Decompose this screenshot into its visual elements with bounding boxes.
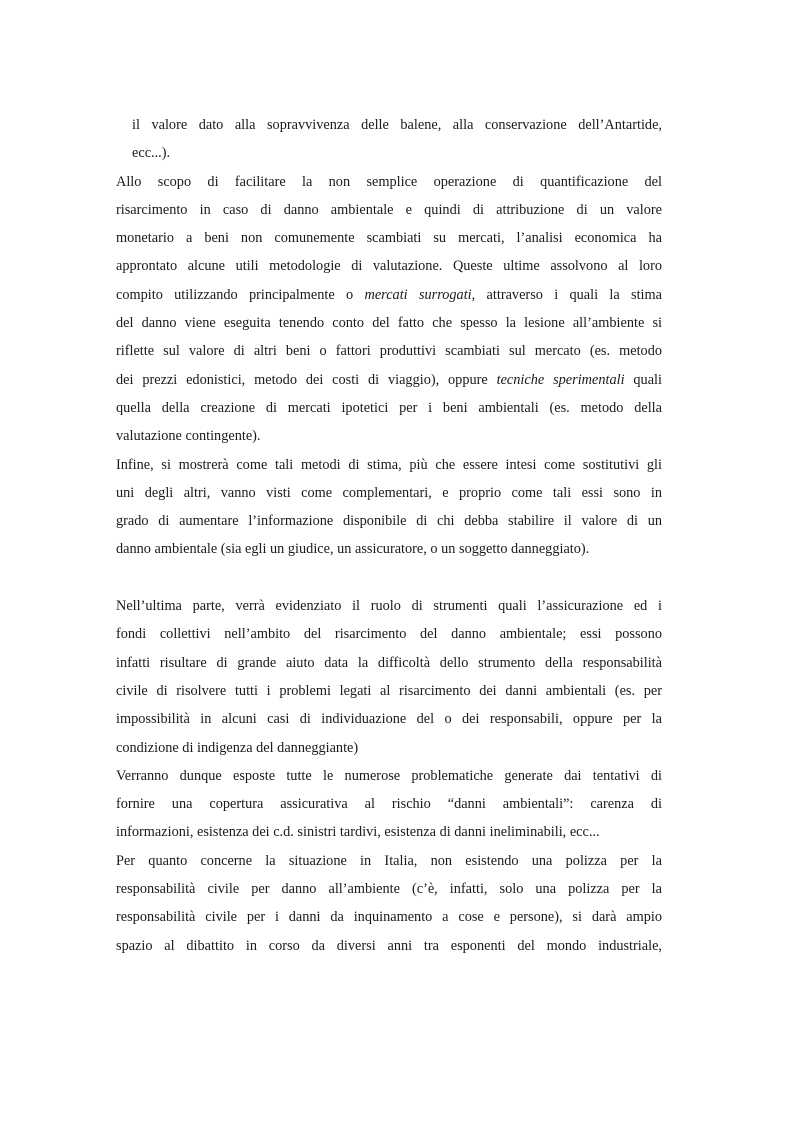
text-span: valutazione contingente).: [116, 428, 261, 445]
text-span: Allo scopo di facilitare la non semplice operazione di quantificazione del: [116, 173, 662, 190]
text-line: [116, 309, 662, 337]
text-line: [116, 366, 662, 394]
text-line: [116, 592, 662, 620]
text-span: fondi collettivi nell’ambito del risarcimento del danno ambientale; essi possono: [116, 626, 662, 643]
paragraph-insurance-problems: [116, 762, 662, 847]
text-span: del danno viene eseguita tenendo conto del fatto che spesso la lesione all’ambiente si: [116, 315, 662, 332]
text-span: , attraverso i quali la stima: [471, 286, 662, 303]
text-span: Infine, si mostrerà come tali metodi di stima, più che essere intesi come sostitutivi gli: [116, 456, 662, 473]
text-line: [116, 224, 662, 252]
text-span: Verranno dunque esposte tutte le numerose problematiche generate dai tentativi di: [116, 767, 662, 784]
text-line: [116, 875, 662, 903]
text-span: fornire una copertura assicurativa al rischio “danni ambientali”: carenza di: [116, 796, 662, 813]
text-span: Per quanto concerne la situazione in Italia, non esistendo una polizza per la: [116, 852, 662, 869]
italic-term: tecniche sperimentali: [496, 371, 625, 388]
text-span: ecc...).: [132, 145, 171, 162]
text-span: riflette sul valore di altri beni o fattori produttivi scambiati sul mercato (es. metodo: [116, 343, 662, 360]
text-line: [116, 734, 662, 762]
paragraph-continuation: [116, 111, 662, 168]
text-line: [116, 507, 662, 535]
text-span: responsabilità civile per i danni da inquinamento a cose e persone), si darà ampio: [116, 909, 662, 926]
text-line: [116, 677, 662, 705]
text-line: [116, 479, 662, 507]
text-line: [116, 111, 662, 139]
text-span: grado di aumentare l’informazione disponibile di chi debba stabilire il valore di un: [116, 513, 662, 530]
text-line: [116, 790, 662, 818]
paragraph-valuation-methods: [116, 168, 662, 451]
text-span: civile di risolvere tutti i problemi legati al risarcimento dei danni ambientali (es. per: [116, 682, 662, 699]
text-span: danno ambientale (sia egli un giudice, un assicuratore, o un soggetto danneggiato).: [116, 541, 590, 558]
text-line: [116, 139, 662, 167]
text-span: quella della creazione di mercati ipotetici per i beni ambientali (es. metodo della: [116, 399, 662, 416]
text-line: [116, 337, 662, 365]
text-line: [116, 903, 662, 931]
text-span: il valore dato alla sopravvivenza delle balene, alla conservazione dell’Antartide,: [132, 117, 662, 133]
document-page: [116, 111, 662, 960]
text-line: [116, 196, 662, 224]
text-line: [116, 932, 662, 960]
text-line: [116, 705, 662, 733]
text-span: quali: [624, 371, 662, 388]
text-span: condizione di indigenza del danneggiante): [116, 739, 359, 756]
text-span: responsabilità civile per danno all’ambiente (c’è, infatti, solo una polizza per la: [116, 881, 662, 898]
text-span: informazioni, esistenza dei c.d. sinistri tardivi, esistenza di danni ineliminabili, ecc...: [116, 824, 600, 841]
text-span: approntato alcune utili metodologie di valutazione. Queste ultime assolvono al loro: [116, 258, 662, 275]
text-span: uni degli altri, vanno visti come complementari, e proprio come tali essi sono in: [116, 484, 662, 501]
text-line: [116, 252, 662, 280]
paragraph-italy-situation: [116, 847, 662, 960]
text-line: [116, 818, 662, 846]
text-span: dei prezzi edonistici, metodo dei costi di viaggio), oppure: [116, 371, 497, 388]
text-span: spazio al dibattito in corso da diversi anni tra esponenti del mondo industriale,: [116, 937, 662, 954]
text-line: [116, 847, 662, 875]
paragraph-insurance-role: [116, 592, 662, 762]
text-span: monetario a beni non comunemente scambiati su mercati, l’analisi economica ha: [116, 230, 662, 247]
text-line: [116, 422, 662, 450]
text-line: [116, 168, 662, 196]
text-span: impossibilità in alcuni casi di individuazione del o dei responsabili, oppure per la: [116, 711, 662, 728]
text-span: compito utilizzando principalmente o: [116, 286, 365, 303]
text-line: [116, 535, 662, 563]
text-line: [116, 394, 662, 422]
text-line: [116, 620, 662, 648]
italic-term: mercati surrogati: [364, 286, 472, 303]
text-line: [116, 762, 662, 790]
text-line: [116, 281, 662, 309]
paragraph-complementary-methods: [116, 451, 662, 564]
text-span: risarcimento in caso di danno ambientale e quindi di attribuzione di un valore: [116, 201, 662, 218]
text-span: infatti risultare di grande aiuto data la difficoltà dello strumento della responsabilità: [116, 654, 662, 671]
text-line: [116, 451, 662, 479]
text-line: [116, 649, 662, 677]
paragraph-gap: [116, 564, 662, 592]
text-span: Nell’ultima parte, verrà evidenziato il ruolo di strumenti quali l’assicurazione ed i: [116, 598, 662, 615]
